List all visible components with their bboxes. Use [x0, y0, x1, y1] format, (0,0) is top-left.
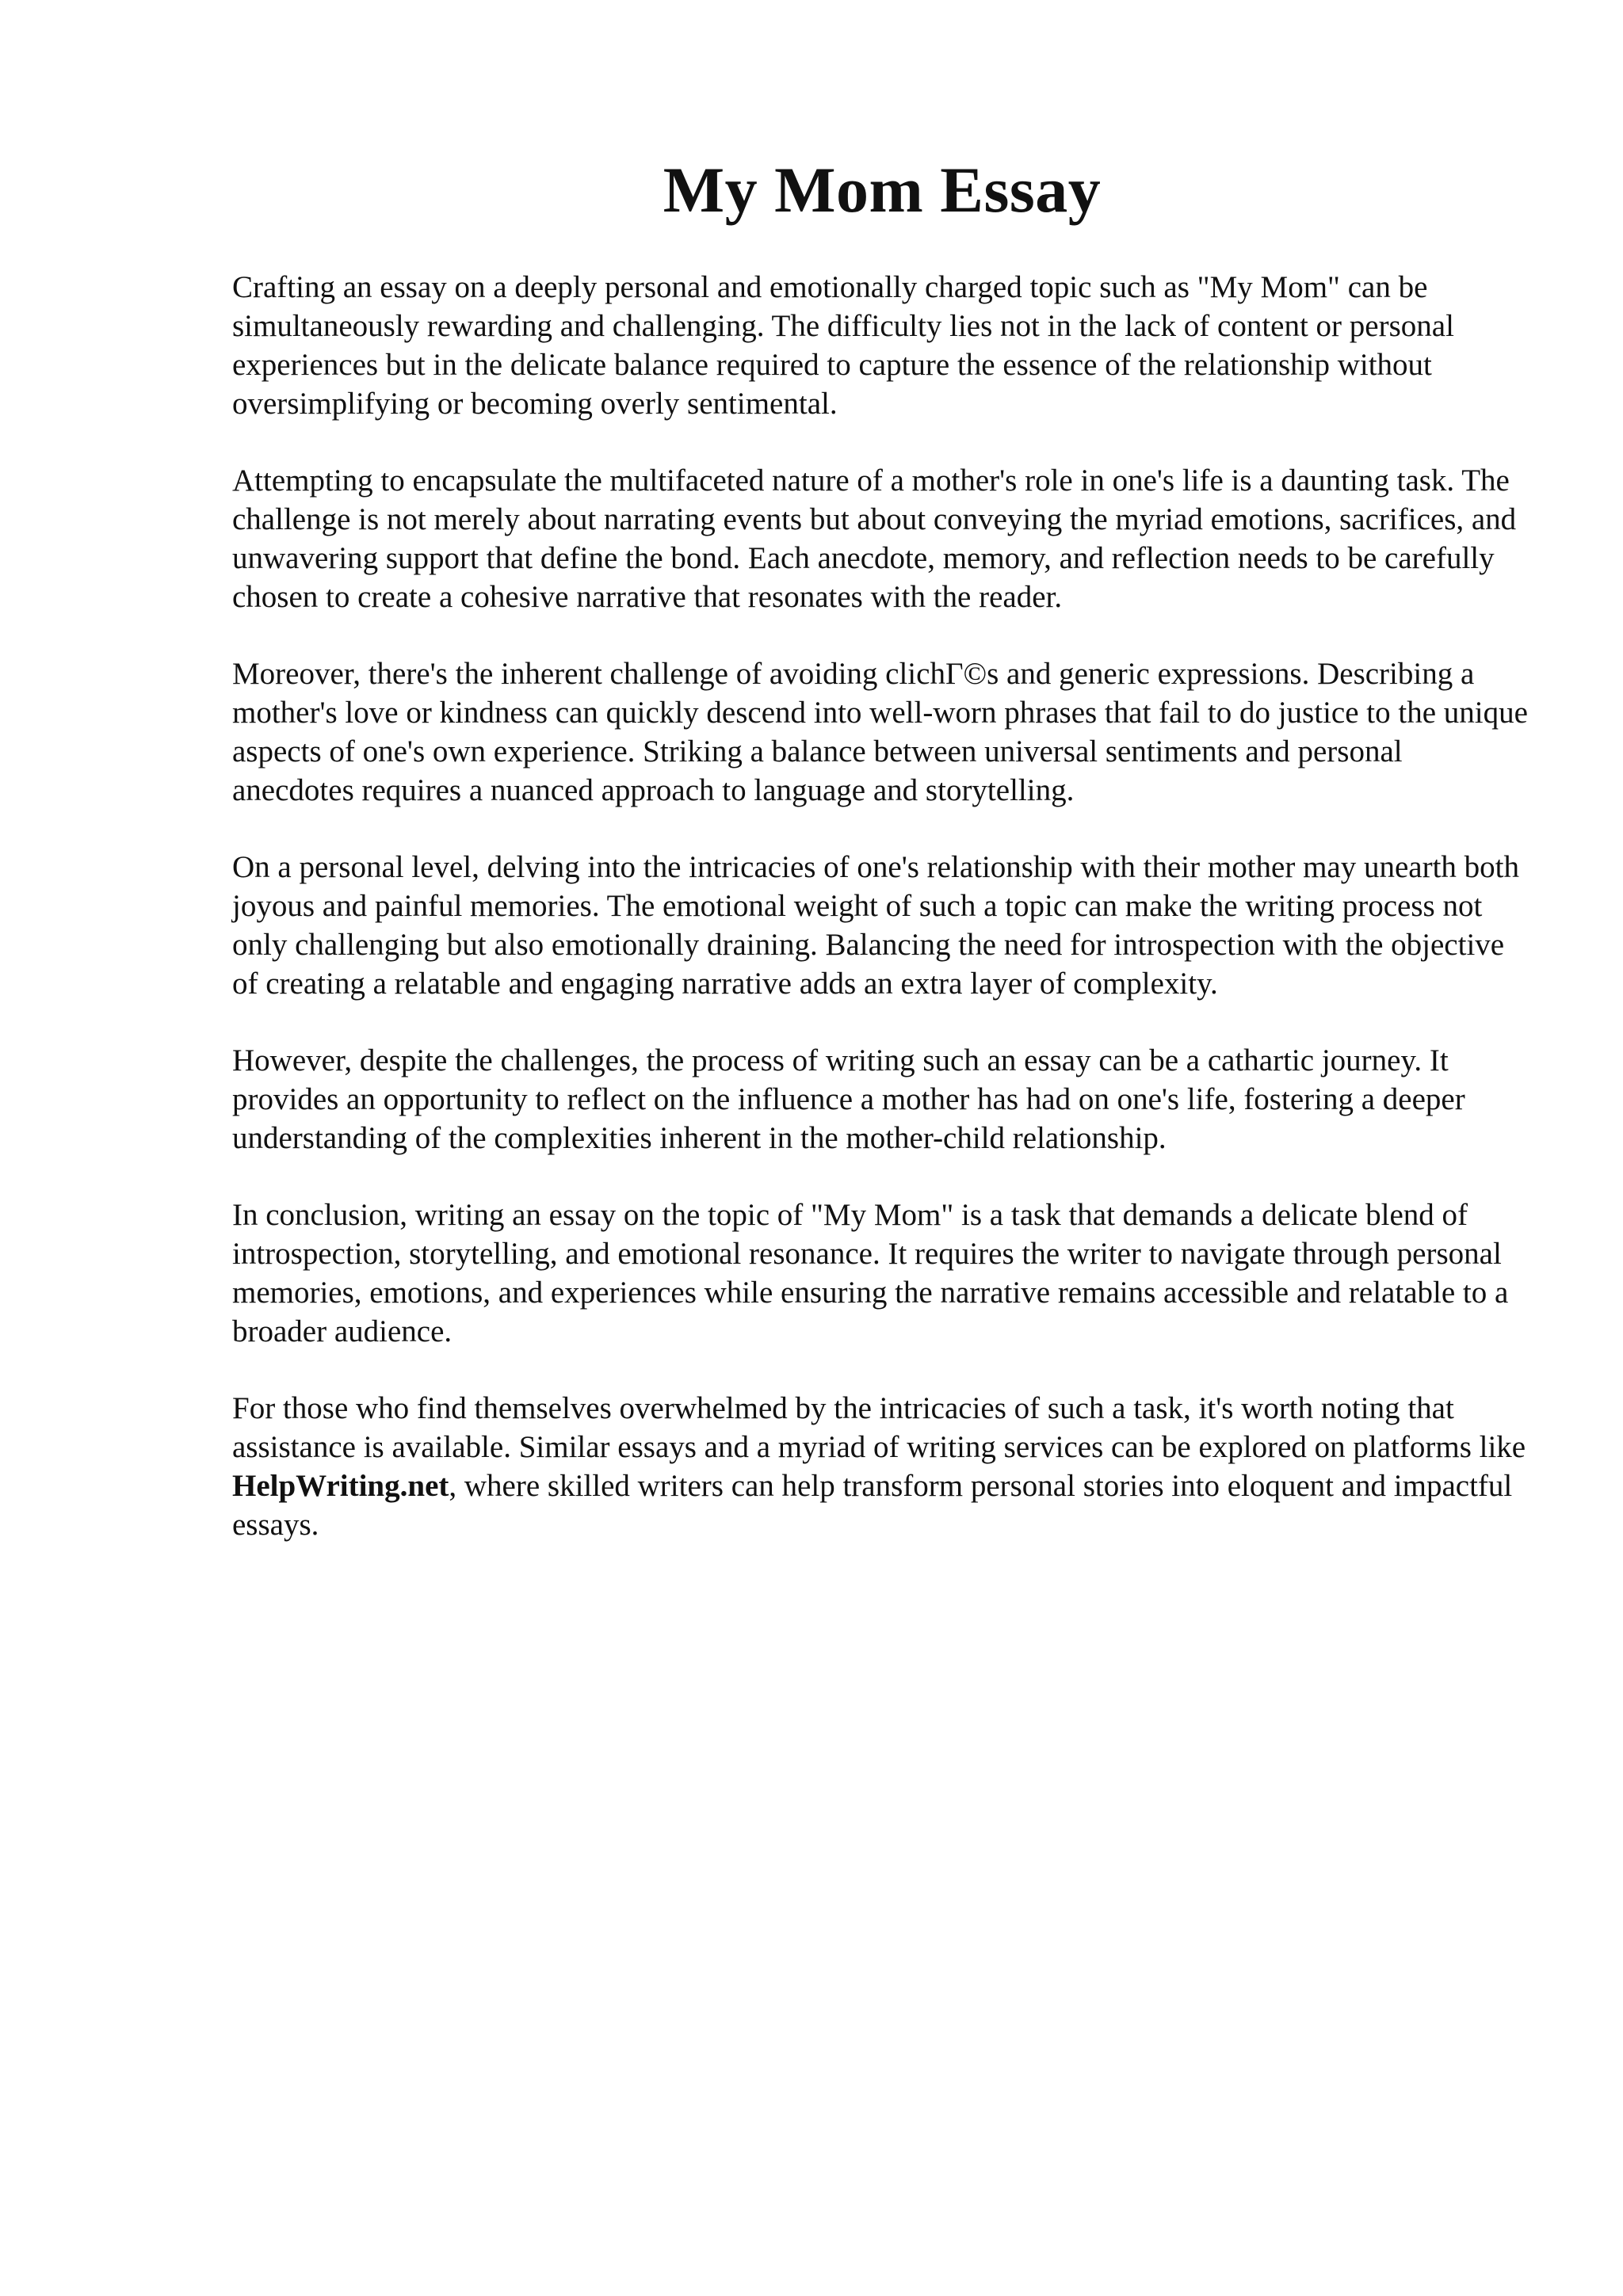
paragraph-3: Moreover, there's the inherent challenge of avoiding clichГ©s and generic expressions. Describing a mother's love or kindness can quickly descend into well-worn phrases that fail to do justice to the unique aspects of one's own experience. Striking a balance between universal sentiments and personal anecdotes requires a nuanced approach to language and storytelling. [232, 657, 1528, 807]
paragraph-4: On a personal level, delving into the intricacies of one's relationship with their mother may unearth both joyous and painful memories. The emotional weight of such a topic can make the writing process not only challenging but also emotionally draining. Balancing the need for introspection with the objective of creating a relatable and engaging narrative adds an extra layer of complexity. [232, 850, 1520, 1001]
paragraph-7 [232, 1389, 1532, 1544]
paragraph-2: Attempting to encapsulate the multifaceted nature of a mother's role in one's life is a daunting task. The challenge is not merely about narrating events but about conveying the myriad emotions, sacrifices, and unwavering support that define the bond. Each anecdote, memory, and reflection needs to be carefully chosen to create a cohesive narrative that resonates with the reader. [232, 463, 1517, 614]
paragraph-5: However, despite the challenges, the process of writing such an essay can be a cathartic journey. It provides an opportunity to reflect on the influence a mother has had on one's life, fostering a deeper understanding of the complexities inherent in the mother-child relationship. [232, 1043, 1465, 1155]
document-page [232, 151, 1532, 1582]
paragraph-6: In conclusion, writing an essay on the topic of "My Mom" is a task that demands a delicate blend of introspection, storytelling, and emotional resonance. It requires the writer to navigate through personal memories, emotions, and experiences while ensuring the narrative remains accessible and relatable to a broader audience. [232, 1198, 1509, 1348]
paragraph-7-after: , where skilled writers can help transform personal stories into eloquent and impactful essays. [232, 1469, 1513, 1542]
paragraph-7-before: For those who find themselves overwhelmed by the intricacies of such a task, it's worth noting that assistance is available. Similar essays and a myriad of writing services can be explored on platforms like [232, 1391, 1526, 1464]
helpwriting-link[interactable]: HelpWriting.net [232, 1469, 449, 1503]
page-title: My Mom Essay [663, 154, 1102, 226]
paragraph-1: Crafting an essay on a deeply personal and emotionally charged topic such as "My Mom" can be simultaneously rewarding and challenging. The difficulty lies not in the lack of content or personal experiences but in the delicate balance required to capture the essence of the relationship without oversimplifying or becoming overly sentimental. [232, 270, 1454, 421]
